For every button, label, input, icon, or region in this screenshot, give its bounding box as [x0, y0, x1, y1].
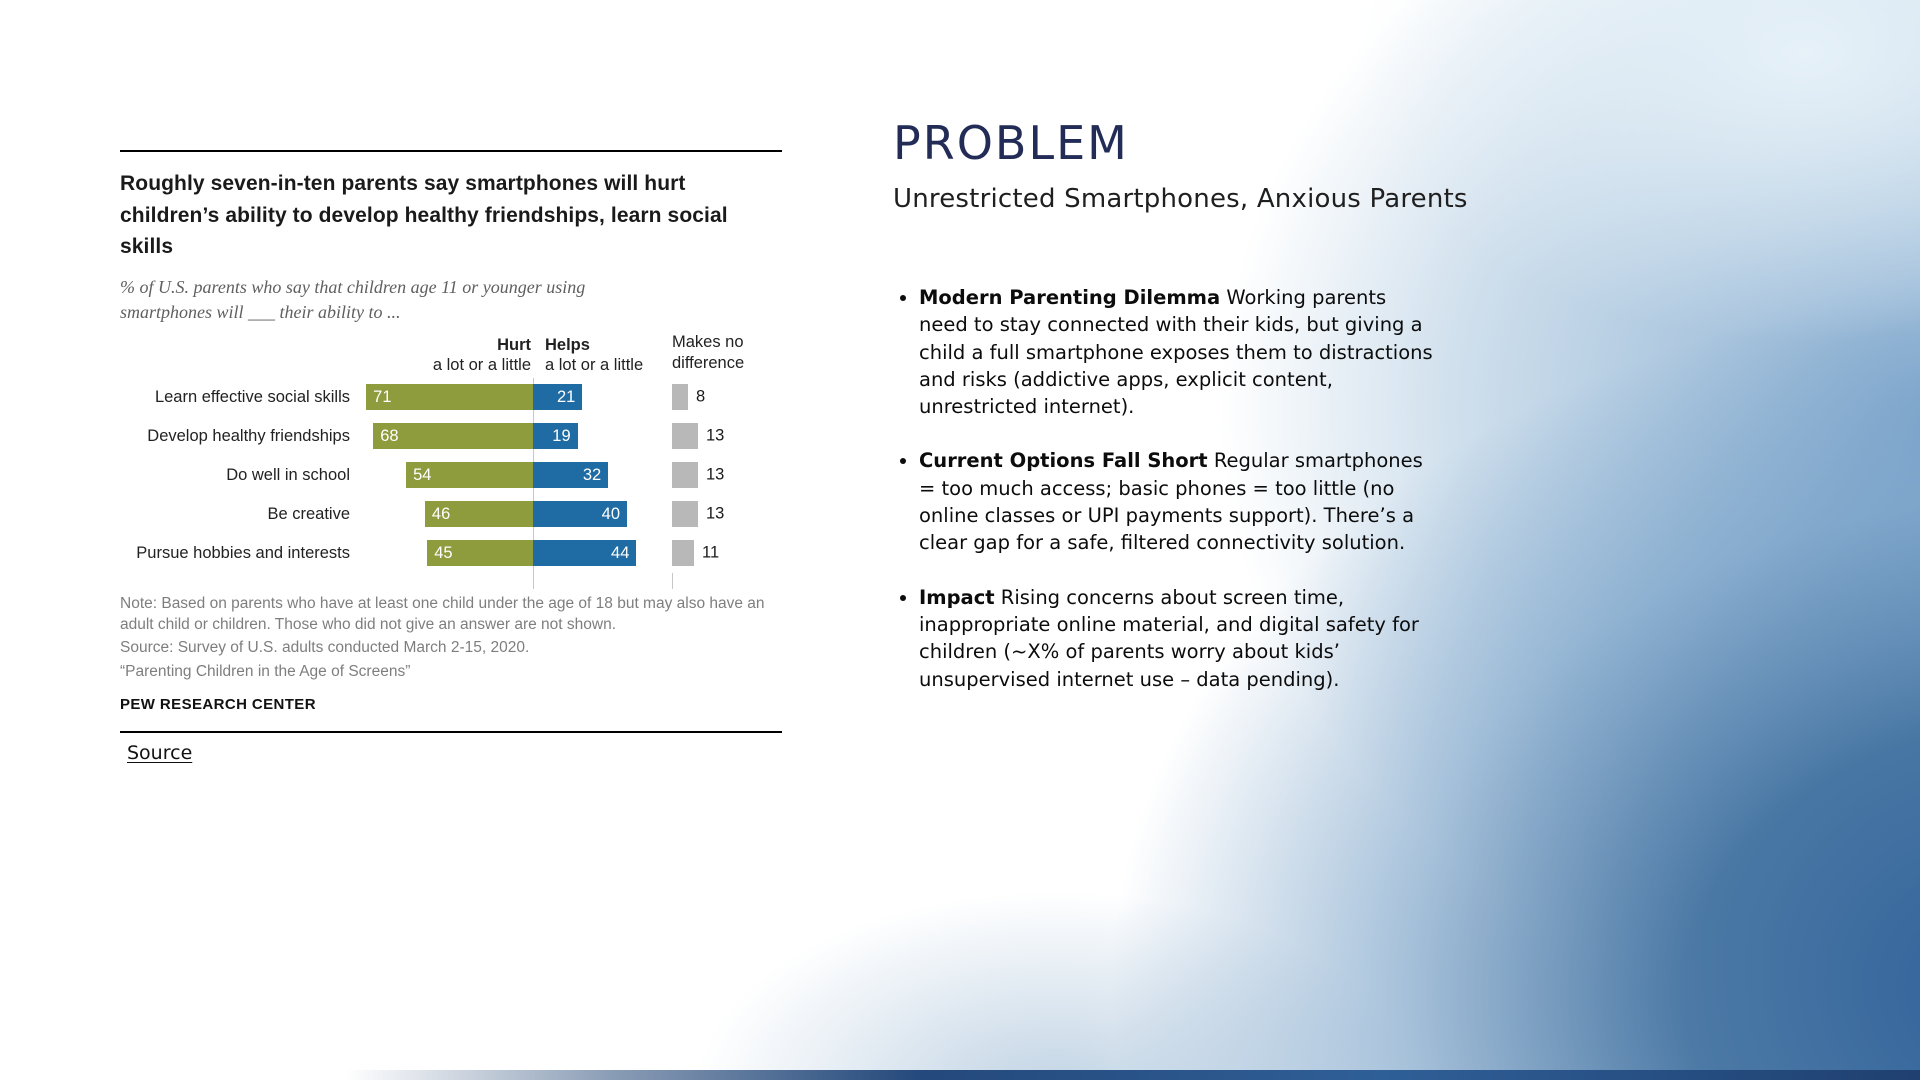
helps-bar	[533, 384, 582, 410]
hurt-value: 45	[434, 543, 453, 562]
bar-zone	[362, 501, 782, 527]
hurt-value: 54	[413, 465, 432, 484]
header-helps-label: Helps	[545, 335, 590, 354]
hurt-bar	[406, 462, 533, 488]
bottom-accent-strip	[0, 1070, 1920, 1080]
bullet-item-options	[919, 447, 1441, 556]
header-hurt-label: Hurt	[497, 335, 531, 354]
bar-zone	[362, 384, 782, 410]
chart-rows	[120, 378, 782, 573]
header-helps	[545, 336, 643, 375]
helps-value: 40	[601, 504, 620, 523]
pew-chart	[120, 150, 782, 733]
chart-row	[120, 456, 782, 495]
nodiff-axis-stub	[672, 573, 673, 589]
chart-row	[120, 534, 782, 573]
helps-value: 21	[556, 387, 576, 406]
chart-title: Roughly seven-in-ten parents say smartphones will hurt children’s ability to develop healthy friendships, learn social skills	[120, 172, 728, 258]
helps-bar	[533, 540, 636, 566]
chart-row	[120, 495, 782, 534]
hurt-value: 71	[373, 387, 392, 406]
bullet-list	[893, 284, 1441, 693]
header-hurt	[433, 336, 531, 375]
helps-bar	[533, 462, 608, 488]
helps-bar	[533, 501, 627, 527]
chart-report-line: “Parenting Children in the Age of Screens”	[120, 662, 411, 680]
helps-bar	[533, 423, 578, 449]
helps-value: 32	[582, 465, 602, 484]
helps-value: 44	[611, 543, 630, 562]
bullet-text: Rising concerns about screen time, inappropriate online material, and digital safety for children (~X% of parents worry about kids’ unsupervised internet use – data pending).	[919, 585, 1419, 691]
bullet-item-impact	[919, 584, 1441, 693]
no-difference-value: 13	[706, 426, 725, 445]
helps-value: 19	[552, 426, 571, 445]
no-difference-value: 11	[702, 543, 720, 562]
chart-column-headers	[120, 328, 782, 378]
chart-subtitle: % of U.S. parents who say that children age 11 or younger using smartphones will ___ their ability to ...	[120, 276, 586, 323]
no-difference-value: 8	[696, 387, 706, 406]
bullet-item-dilemma	[919, 284, 1441, 420]
pew-research-center-brand: PEW RESEARCH CENTER	[120, 696, 316, 714]
chart-row	[120, 417, 782, 456]
header-helps-sub: a lot or a little	[545, 355, 644, 374]
slide-title: PROBLEM	[893, 116, 1129, 170]
hurt-bar	[366, 384, 533, 410]
problem-section	[893, 116, 1473, 720]
hurt-bar	[427, 540, 533, 566]
slide-subtitle: Unrestricted Smartphones, Anxious Parents	[893, 184, 1468, 214]
chart-note: Note: Based on parents who have at least one child under the age of 18 but may also have an adult child or children. Those who did not give an answer are not shown.	[120, 594, 765, 633]
no-difference-bar	[672, 423, 698, 449]
chart-source-line: Source: Survey of U.S. adults conducted March 2-15, 2020.	[120, 639, 530, 657]
bullet-lead: Modern Parenting Dilemma	[919, 286, 1221, 309]
bullet-lead: Impact	[919, 585, 995, 609]
no-difference-bar	[672, 540, 694, 566]
no-difference-bar	[672, 462, 698, 488]
source-link[interactable]: Source	[127, 742, 193, 764]
no-difference-bar	[672, 384, 688, 410]
chart-row	[120, 378, 782, 417]
bullet-text: Regular smartphones = too much access; basic phones = too little (no online classes or UPI payments support). There’s a clear gap for a safe, filtered connectivity solution.	[919, 449, 1423, 555]
bar-zone	[362, 540, 782, 566]
row-label: Pursue hobbies and interests	[136, 543, 350, 562]
bar-zone	[362, 423, 782, 449]
hurt-bar	[425, 501, 533, 527]
header-no-difference: Makes no difference	[672, 332, 745, 373]
row-label: Do well in school	[226, 465, 350, 484]
row-label: Learn effective social skills	[154, 387, 350, 406]
bullet-lead: Current Options Fall Short	[919, 449, 1208, 473]
hurt-value: 46	[431, 504, 451, 523]
hurt-bar	[373, 423, 533, 449]
bullet-text: Working parents need to stay connected with their kids, but giving a child a full smartphone exposes them to distractions and risks (addictive apps, explicit content, unrestricted internet).	[919, 286, 1433, 419]
no-difference-bar	[672, 501, 698, 527]
header-hurt-sub: a lot or a little	[432, 355, 531, 374]
hurt-value: 68	[380, 426, 399, 445]
row-label: Be creative	[267, 504, 350, 523]
no-difference-value: 13	[706, 504, 725, 523]
bar-zone	[362, 462, 782, 488]
row-label: Develop healthy friendships	[147, 426, 350, 445]
no-difference-value: 13	[706, 465, 725, 484]
